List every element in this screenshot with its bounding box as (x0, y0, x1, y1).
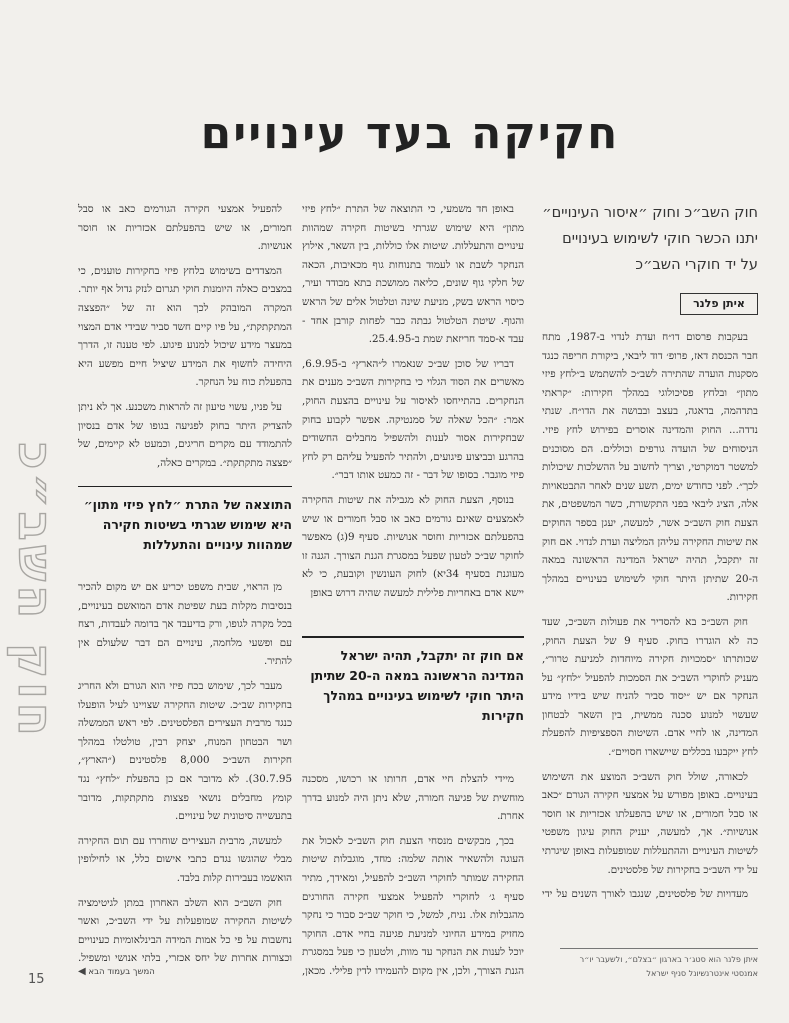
paragraph: להפעיל אמצעי חקירה הגורמים כאב או סבל חמורים, או שיש בהפעלתם אכזריות או חוסר אנושיות. (78, 203, 292, 253)
paragraph: מעדויות של פלסטינים, שנגבו לאורך השנים על ידי (542, 888, 748, 900)
paragraph: חוק השב״כ בא להסדיר את פעולות השב״כ, שעד כה לא הוגדרו בחוק. סעיף 9 של הצעת החוק, שכותרתו ״סמכויות חקירה מיוחדות למניעת טרור״, מעניק לחוקרי השב״כ את הסמכות להפעיל ״לחץ״ על הנחקר אם יש ״יסוד סביר להניח שיש בידיו מידע שעשוי למנוע סכנה ממשית, בין השאר לבטחון המדינה, או לחיי אדם. השיטות הספציפיות להפעלת לחץ ייקבעו בכללים שיישארו חסויים״. (542, 615, 758, 759)
text-column-center-top (302, 200, 524, 630)
pull-quote-center: אם חוק זה יתקבל, תהיה ישראל המדינה הראשונה במאה ה-20 שתיתן היתר חוקי לשימוש בעינויים במהלך חקירות (302, 636, 524, 726)
text-column-left-top (78, 200, 292, 480)
paragraph: חוק השב״כ הוא השלב האחרון במתן לגיטימציה לשיטות החקירה שמופעלות על ידי השב״כ, ואשר נחשבות על פי כל אמות המידה הבינלאומיות כעינויים וכצורות אחרות של יחס אכזרי, בלתי אנושי ומשפיל. (78, 896, 292, 965)
text-column-center-bottom (302, 770, 524, 980)
section-side-title: חוק השב״כ (7, 442, 63, 740)
paragraph: באופן חד משמעי, כי התוצאה של התרת ״לחץ פיזי מתון״ היא שימוש שגרתי בשיטות חקירה שמהוות עינויים והתעללות. שיטות אלו כוללות, בין השאר, אילוץ הנחקר לשבת או לעמוד בתנוחות גוף מכאיבות, הכאה של חלקי גוף שונים, כליאה ממושכת בתא מבודד ועיר, כיסוי הראש בשק, מניעת שינה וטלטול אלים של הראש והגוף. שיטת הטלטול גבתה כבר לפחות קורבן אחד - עבד א-סמד חריזאת שמת ב-25.4.95. (302, 203, 524, 346)
paragraph: מן הראוי, שבית משפט יכריע אם יש מקום להכיר בנסיבות מקלות בעת שפיטת אדם המואשם בעינויים, בכל מקרה לגופו, ורק בדיעבד אך בדומה לעבדות, רצח עם ופשעי מלחמה, עינויים הם דבר שלעולם אין להתיר. (78, 581, 292, 668)
text-column-left-bottom (78, 578, 292, 970)
author-byline: איתן פלנר (680, 293, 758, 315)
paragraph: מיידי להצלת חיי אדם, חרותו או רכושו, מסכנה מוחשית של פגיעה חמורה, שלא ניתן היה למנוע בדרך אחרת. (302, 773, 524, 823)
continued-label: המשך בעמוד הבא (88, 967, 155, 977)
paragraph: על פניו, עשוי טיעון זה להראות משכנע. אך לא ניתן להצדיק היתר בחוק לפגיעה בגופו של אדם בנסיון להתמודד עם מקרים חריגים, וכמעט לא קיימים, של ״פצצה מתקתקת״. במקרים כאלה, (78, 400, 292, 469)
page-number: 15 (28, 972, 45, 987)
pull-quote-left: התוצאה של התרת ״לחץ פיזי מתון״ היא שימוש שגרתי בשיטות חקירה שמהוות עינויים והתעללות (78, 486, 292, 555)
paragraph: למעשה, מרבית העצירים שוחררו עם תום החקירה מבלי שהוגשו נגדם כתבי אישום כלל, או לחילופין הואשמו בעבירות קלות בלבד. (78, 834, 292, 884)
author-footnote: איתן פלנר הוא סטג׳ר בארגון ״בצלם״, ולשעבר יו״ר אמנסטי אינטרנשיונל סניף ישראל (560, 948, 758, 981)
paragraph: מעבר לכך, שימוש בכח פיזי הוא הגורם ולא החריג בחקירות שב״כ. שיטות החקירה שצויינו לעיל הופעלו כנגד מרבית העצירים הפלסטינים. לפי ראש הממשלה ושר הבטחון המנוח, יצחק רבין, טולטלו במהלך חקירות השב״כ 8,000 פלסטינים (״הארץ״, 30.7.95). לא מדובר אם כן בהפעלת ״לחץ״ נגד קומץ מחבלים נושאי פצצות מתקתקות, מדובר בתעשייה סיטונית של עינויים. (78, 679, 292, 823)
paragraph: דבריו של סוכן שב״כ שנאמרו ל״הארץ״ ב-6.9.95, מאשרים את הסוד הגלוי כי בחקירות השב״כ מענים את הנחקרים. בהתייחסו לאיסור על עינויים בהצעת החוק, אמר: ״הכל שאלה של סמנטיקה. אפשר לקבוע בחוק שבחקירות אסור לענות ולהשפיל מחבלים החשודים בהרגע ובביצוע פיגועים, ולהתיר להפעיל עליהם רק לחץ פיזי מוגבר. בסופו של דבר - זה כמעט אותו דבר״. (302, 357, 524, 482)
paragraph: בנוסף, הצעת החוק לא מגבילה את שיטות החקירה לאמצעים שאינם גורמים כאב או סבל חמורים או שיש בהפעלתם אכזריות וחוסר אנושיות. סעיף 9(ג) מאפשר לחוקר שב״כ לטעון שפעל במסגרת הגנת הצורך. הגנה זו מעוגנת בסעיף 34יא) לחוק העונשין וקובעת, כי לא יישא אדם באחריות פלילית למעשה שהיה דרוש באופן (302, 493, 524, 599)
article-subtitle: חוק השב״כ וחוק ״איסור העינויים״ יתנו הכשר חוקי לשימוש בעינויים על יד חוקרי השב״כ (542, 205, 758, 273)
continued-note (78, 966, 218, 977)
text-column-right (542, 328, 758, 900)
paragraph: בכך, מבקשים מנסחי הצעת חוק השב״כ לאכול את העוגה ולהשאיר אותה שלמה: מחד, מוגבלות שיטות החקירה שמותר לחוקרי השב״כ להפעיל, ומאידך, מתיר סעיף ג׳ לחוקרי להפעיל אמצעי חקירה החורגים מהגבלות אלו. נניח, למשל, כי חוקר שב״כ סבור כי נחקר מחזיק במידע החיוני למניעת פגיעה בחיי אדם. החוקר יוכל לענות את הנחקר עד מוות, ולטעון כי פעל במסגרת הגנת הצורך, ולכן, אין מקום להעמידו לדין פלילי. מכאן, (302, 834, 524, 977)
paragraph: בעקבות פרסום דו״ח ועדת לנדוי ב-1987, מתח חבר הכנסת דאז, פרופ׳ דוד ליבאי, ביקורת חריפה כנגד מסקנות הועדה שהתירה לשב״כ להשתמש ב״לחץ פיזי מתון״ ובלחץ פסיכולוגי במהלך חקירות: ״קראתי בתדהמה, בדאגה, בעצב ובבושה את הדו״ח. שנתי נדדה... החוק והמדינה אוסרים בפירוש לחץ פיזי. הניסוחים של הועדה גורפים וכוללים. הם מסוכנים למשטר דמוקרטי, וצריך לחשוב על ההשלכות שיכולות לכך״. לפני כחודש ימים, תשע שנים לאחר התבטאויות אלה, הציג ליבאי בפני התקשורת, כשר המשפטים, את הצעת חוק השב״כ אשר, למעשה, יעגן בספר החוקים את שיטות החקירה עליהן המליצה ועדת לנדוי. אם חוק זה יתקבל, תהיה ישראל המדינה הראשונה במאה ה-20 שתיתן היתר חוקי לשימוש בעינויים במהלך חקירות. (542, 331, 758, 604)
paragraph: המצדדים בשימוש בלחץ פיזי בחקירות טוענים, כי במצבים כאלה היומנות חוקי תגרום לנזק גדול אף יותר. המקרה המובהק לכך הוא זה של ״הפצצה המתקתקת״, על פיו קיים חשד סביר שבידי אדם המצוי במעצר מידע שיכול למנוע פיגוע. לפי טענה זו, הדרך היחידה לחשוף את המידע שיציל חיים מפשע היא בהפעלת כוח על הנחקר. (78, 264, 292, 389)
arrow-left-icon: ◀ (78, 966, 86, 977)
paragraph: לכאורה, שולל חוק השב״כ המוצע את השימוש בעינויים. באופן מפורש על אמצעי חקירה הגורם ״כאב או סבל חמורים, או שיש בהפעלתו אכזריות או חוסר אנושיות״. אך, למעשה, יעניק החוק עיגון משפטי לשיטות העינויים וההתעללות שמופעלות באופן שיגרתי על ידי השב״כ בחקירות של פלסטינים. (542, 770, 758, 876)
article-headline: חקיקה בעד עינויים (200, 108, 620, 159)
